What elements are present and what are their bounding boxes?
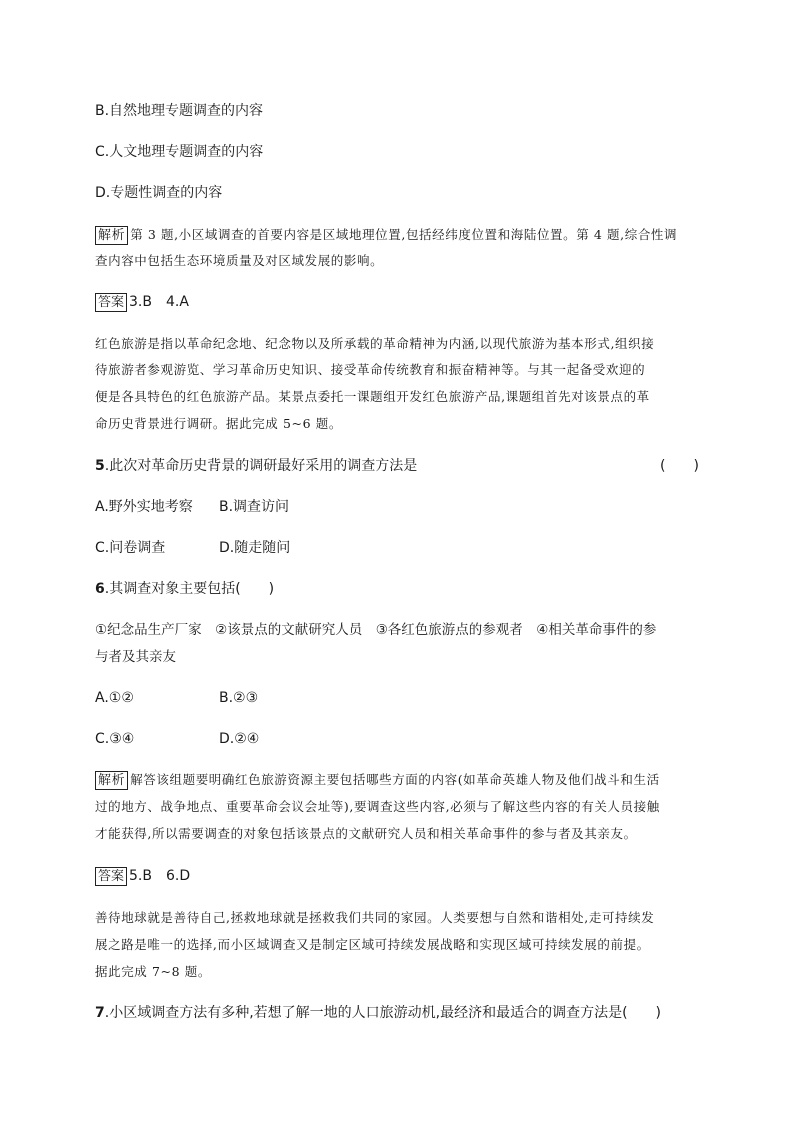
analysis-2-line-2: 过的地方、战争地点、重要革命会议会址等),要调查这些内容,必须与了解这些内容的有关人员接触 bbox=[95, 799, 660, 814]
answer-1-text: 3.B 4.A bbox=[129, 294, 189, 310]
answer-1 bbox=[95, 292, 189, 312]
q6-number: 6 bbox=[95, 581, 105, 597]
q5-options-row-2 bbox=[95, 538, 495, 558]
analysis-2-line-3: 才能获得,所以需要调查的对象包括该景点的文献研究人员和相关革命事件的参与者及其亲友。 bbox=[95, 826, 637, 841]
q7-number: 7 bbox=[95, 1005, 105, 1021]
passage-2-line-1: 善待地球就是善待自己,拯救地球就是拯救我们共同的家园。人类要想与自然和谐相处,走可持续发 bbox=[95, 910, 655, 925]
passage-1-line-1: 红色旅游是指以革命纪念地、纪念物以及所承载的革命精神为内涵,以现代旅游为基本形式,组织接 bbox=[95, 336, 655, 351]
q5-stem-text: .此次对革命历史背景的调研最好采用的调查方法是 bbox=[104, 458, 418, 474]
q6-items-line-1: ①纪念品生产厂家 ②该景点的文献研究人员 ③各红色旅游点的参观者 ④相关革命事件的参 bbox=[95, 622, 657, 638]
answer-tag: 答案 bbox=[95, 867, 127, 886]
q5-option-d: D.随走随问 bbox=[219, 540, 291, 556]
q5-stem bbox=[95, 456, 417, 476]
q5-option-c: C.问卷调查 bbox=[95, 540, 166, 556]
q7-stem bbox=[95, 1003, 661, 1023]
passage-1-line-2: 待旅游者参观游览、学习革命历史知识、接受革命传统教育和振奋精神等。与其一起备受欢迎的 bbox=[95, 362, 646, 377]
analysis-1-line-1 bbox=[95, 225, 677, 245]
q4-option-c: C.人文地理专题调查的内容 bbox=[95, 144, 264, 160]
analysis-tag: 解析 bbox=[95, 226, 128, 245]
q6-option-d: D.②④ bbox=[219, 731, 260, 747]
analysis-2-line-1 bbox=[95, 770, 660, 790]
passage-1-line-3: 便是各具特色的红色旅游产品。某景点委托一课题组开发红色旅游产品,课题组首先对该景点的革 bbox=[95, 389, 650, 404]
q6-option-c: C.③④ bbox=[95, 731, 135, 747]
q6-option-a: A.①② bbox=[95, 690, 134, 706]
q5-option-b: B.调查访问 bbox=[219, 499, 290, 515]
q5-option-a: A.野外实地考察 bbox=[95, 499, 193, 515]
q5-answer-blank: ( ) bbox=[660, 458, 699, 474]
q6-options-row-2 bbox=[95, 729, 495, 749]
passage-1-line-4: 命历史背景进行调研。据此完成 5~6 题。 bbox=[95, 416, 342, 431]
analysis-tag: 解析 bbox=[95, 771, 128, 790]
q6-stem-text: .其调查对象主要包括( ) bbox=[104, 581, 275, 597]
q7-stem-text: .小区域调查方法有多种,若想了解一地的人口旅游动机,最经济和最适合的调查方法是( ) bbox=[104, 1005, 662, 1021]
q4-option-d: D.专题性调查的内容 bbox=[95, 185, 223, 201]
passage-2-line-2: 展之路是唯一的选择,而小区域调查又是制定区域可持续发展战略和实现区域可持续发展的前提。 bbox=[95, 937, 650, 952]
answer-tag: 答案 bbox=[95, 293, 127, 312]
q6-stem bbox=[95, 579, 274, 599]
q5-options-row-1 bbox=[95, 497, 495, 517]
analysis-1-line-2: 查内容中包括生态环境质量及对区域发展的影响。 bbox=[95, 253, 384, 268]
analysis-2-text-1: 解答该组题要明确红色旅游资源主要包括哪些方面的内容(如革命英雄人物及他们战斗和生活 bbox=[130, 772, 660, 787]
answer-2-text: 5.B 6.D bbox=[129, 868, 191, 884]
q6-options-row-1 bbox=[95, 688, 495, 708]
q6-option-b: B.②③ bbox=[219, 690, 259, 706]
analysis-1-text-1: 第 3 题,小区域调查的首要内容是区域地理位置,包括经纬度位置和海陆位置。第 4 题,综合性调 bbox=[130, 227, 678, 242]
passage-2-line-3: 据此完成 7~8 题。 bbox=[95, 964, 211, 979]
q6-items-line-2: 与者及其亲友 bbox=[95, 649, 176, 665]
q5-number: 5 bbox=[95, 458, 105, 474]
answer-2 bbox=[95, 866, 190, 886]
q4-option-b: B.自然地理专题调查的内容 bbox=[95, 103, 264, 119]
